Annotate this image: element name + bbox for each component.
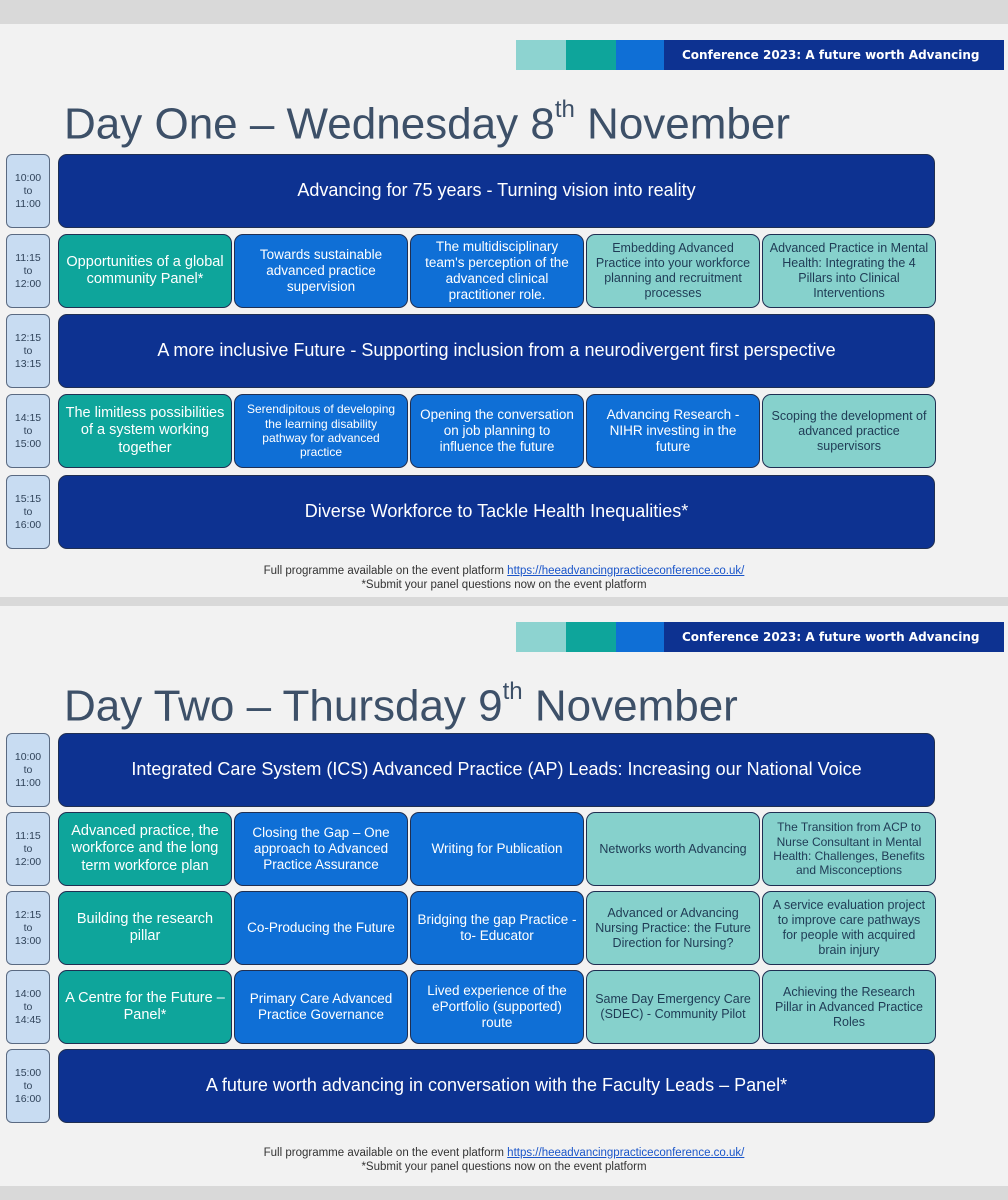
time-slot: 14:15 to 15:00 <box>6 394 50 468</box>
session-card[interactable]: A service evaluation project to improve care pathways for people with acquired brain injury <box>762 891 936 965</box>
banner-stripe-blue <box>616 622 664 652</box>
day-one-slide <box>0 24 1008 597</box>
session-card[interactable]: Embedding Advanced Practice into your workforce planning and recruitment processes <box>586 234 760 308</box>
plenary-session[interactable]: A more inclusive Future - Supporting inclusion from a neurodivergent first perspective <box>58 314 935 388</box>
time-slot: 10:00 to 11:00 <box>6 154 50 228</box>
time-slot: 12:15 to 13:15 <box>6 314 50 388</box>
time-slot: 15:15 to 16:00 <box>6 475 50 549</box>
session-card[interactable]: Opportunities of a global community Panel* <box>58 234 232 308</box>
time-slot: 12:15 to 13:00 <box>6 891 50 965</box>
session-card[interactable]: Building the research pillar <box>58 891 232 965</box>
session-card[interactable]: The Transition from ACP to Nurse Consultant in Mental Health: Challenges, Benefits and Misconceptions <box>762 812 936 886</box>
session-card[interactable]: The limitless possibilities of a system working together <box>58 394 232 468</box>
session-card[interactable]: Primary Care Advanced Practice Governance <box>234 970 408 1044</box>
plenary-session[interactable]: A future worth advancing in conversation with the Faculty Leads – Panel* <box>58 1049 935 1123</box>
session-card[interactable]: Lived experience of the ePortfolio (supported) route <box>410 970 584 1044</box>
banner-stripe-light-teal <box>516 40 566 70</box>
banner-label: Conference 2023: A future worth Advancing <box>664 40 1004 70</box>
banner-stripe-teal <box>566 40 616 70</box>
conference-banner <box>516 40 1004 70</box>
time-slot: 10:00 to 11:00 <box>6 733 50 807</box>
session-card[interactable]: The multidisciplinary team's perception of the advanced clinical practitioner role. <box>410 234 584 308</box>
session-card[interactable]: Towards sustainable advanced practice supervision <box>234 234 408 308</box>
plenary-session[interactable]: Diverse Workforce to Tackle Health Inequalities* <box>58 475 935 549</box>
session-card[interactable]: Advanced Practice in Mental Health: Integrating the 4 Pillars into Clinical Interventions <box>762 234 936 308</box>
session-card[interactable]: Bridging the gap Practice -to- Educator <box>410 891 584 965</box>
day-two-title: Day Two – Thursday 9th November <box>64 678 738 731</box>
session-card[interactable]: Serendipitous of developing the learning disability pathway for advanced practice <box>234 394 408 468</box>
session-card[interactable]: Achieving the Research Pillar in Advanced Practice Roles <box>762 970 936 1044</box>
banner-stripe-blue <box>616 40 664 70</box>
session-card[interactable]: Writing for Publication <box>410 812 584 886</box>
plenary-session[interactable]: Advancing for 75 years - Turning vision into reality <box>58 154 935 228</box>
conference-banner <box>516 622 1004 652</box>
slide-footer: Full programme available on the event platform https://heeadvancingpracticeconference.co.uk/ *Submit your panel questions now on the event platform <box>263 1147 745 1173</box>
session-card[interactable]: Opening the conversation on job planning to influence the future <box>410 394 584 468</box>
day-one-title: Day One – Wednesday 8th November <box>64 96 791 149</box>
session-card[interactable]: Same Day Emergency Care (SDEC) - Community Pilot <box>586 970 760 1044</box>
session-card[interactable]: Networks worth Advancing <box>586 812 760 886</box>
session-card[interactable]: Closing the Gap – One approach to Advanced Practice Assurance <box>234 812 408 886</box>
time-slot: 15:00 to 16:00 <box>6 1049 50 1123</box>
session-card[interactable]: Advanced practice, the workforce and the long term workforce plan <box>58 812 232 886</box>
time-slot: 11:15 to 12:00 <box>6 234 50 308</box>
event-platform-link[interactable]: https://heeadvancingpracticeconference.co.uk/ <box>507 1147 745 1159</box>
slide-footer: Full programme available on the event platform https://heeadvancingpracticeconference.co.uk/ *Submit your panel questions now on the event platform <box>263 565 745 591</box>
time-slot: 11:15 to 12:00 <box>6 812 50 886</box>
session-card[interactable]: Co-Producing the Future <box>234 891 408 965</box>
day-two-slide <box>0 606 1008 1186</box>
session-card[interactable]: Advancing Research - NIHR investing in the future <box>586 394 760 468</box>
banner-stripe-teal <box>566 622 616 652</box>
banner-label: Conference 2023: A future worth Advancing <box>664 622 1004 652</box>
plenary-session[interactable]: Integrated Care System (ICS) Advanced Practice (AP) Leads: Increasing our National Voice <box>58 733 935 807</box>
banner-stripe-light-teal <box>516 622 566 652</box>
session-card[interactable]: A Centre for the Future – Panel* <box>58 970 232 1044</box>
time-slot: 14:00 to 14:45 <box>6 970 50 1044</box>
event-platform-link[interactable]: https://heeadvancingpracticeconference.co.uk/ <box>507 565 745 577</box>
session-card[interactable]: Scoping the development of advanced practice supervisors <box>762 394 936 468</box>
session-card[interactable]: Advanced or Advancing Nursing Practice: the Future Direction for Nursing? <box>586 891 760 965</box>
